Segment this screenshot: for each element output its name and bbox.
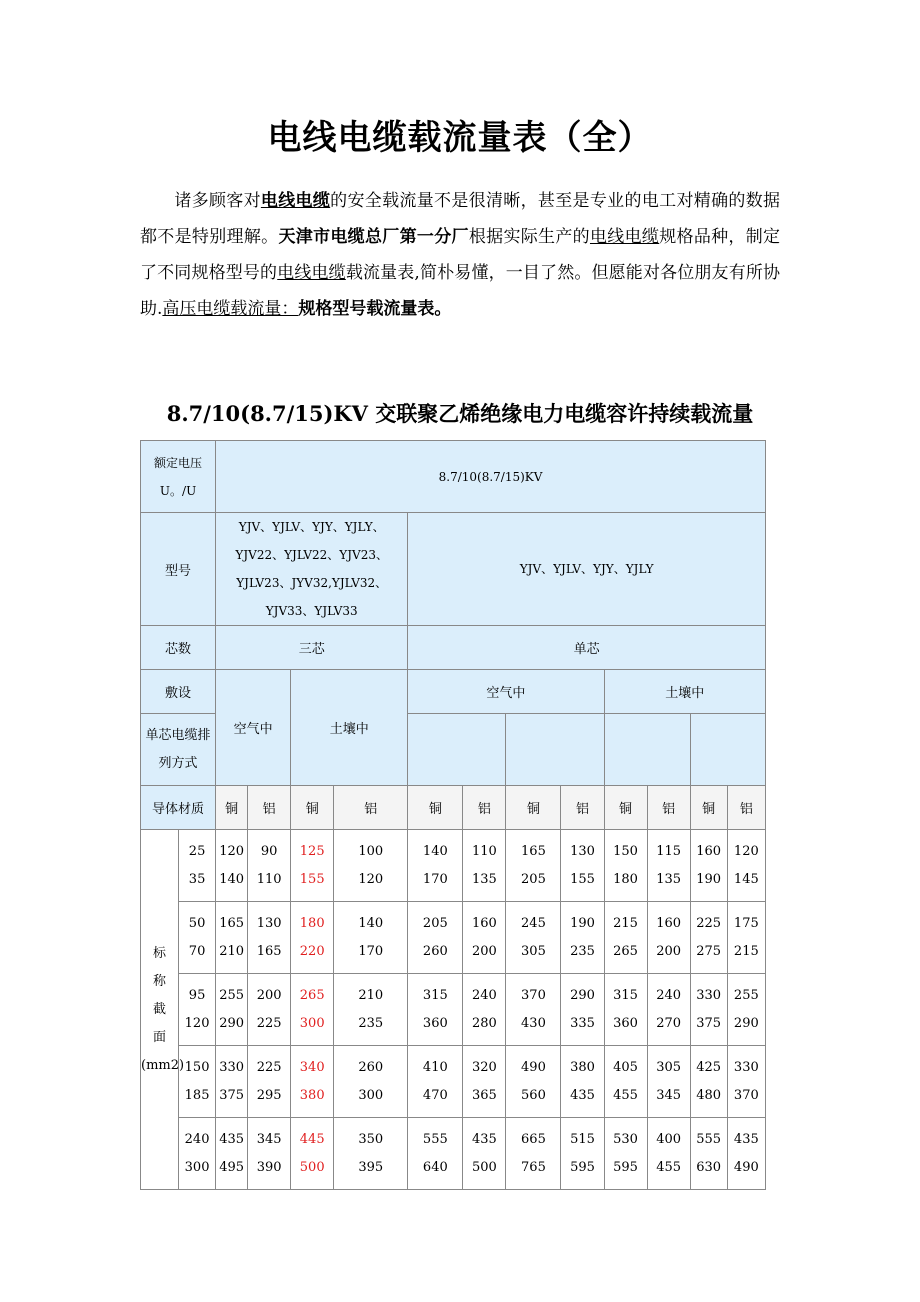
ampacity-cell [604, 1118, 647, 1190]
section-label-char: 标 [153, 945, 167, 961]
section-value [179, 902, 216, 974]
ampacity-value: 370 [521, 987, 546, 1003]
ampacity-value: 295 [256, 1087, 282, 1103]
ampacity-value: 155 [299, 871, 325, 887]
section-value [179, 974, 216, 1046]
ampacity-value: 145 [733, 871, 759, 887]
ampacity-value: 280 [471, 1015, 497, 1031]
ampacity-cell [248, 1118, 291, 1190]
ampacity-value: 225 [256, 1015, 282, 1031]
ampacity-value: 380 [299, 1087, 325, 1103]
ampacity-cell [334, 1118, 408, 1190]
model-single-core: YJV、YJLV、YJY、YJLY [408, 513, 766, 626]
ampacity-value: 255 [219, 987, 245, 1003]
single-core-air: 空气中 [408, 670, 604, 714]
data-row [141, 974, 766, 1046]
arrangement-label: 单芯电缆排列方式 [141, 714, 216, 786]
table-title: 8.7/10(8.7/15)KV 交联聚乙烯绝缘电力电缆容许持续载流量 [166, 401, 754, 426]
ampacity-value: 560 [521, 1087, 546, 1103]
data-row [141, 830, 766, 902]
ampacity-cell [291, 830, 334, 902]
row-material [141, 786, 766, 830]
model-three-core: YJV、YJLV、YJY、YJLY、YJV22、YJLV22、YJV23、YJLV23、JYV32,YJLV32、YJV33、YJLV33 [216, 513, 408, 626]
ampacity-value: 160 [696, 843, 722, 859]
ampacity-value: 260 [358, 1059, 384, 1075]
ampacity-value: 120 [219, 843, 245, 859]
ampacity-value: 330 [696, 987, 722, 1003]
ampacity-cell [604, 1046, 647, 1118]
section-size: 35 [188, 871, 206, 887]
ampacity-cell [727, 974, 765, 1046]
ampacity-value: 455 [613, 1087, 638, 1103]
ampacity-value: 215 [613, 915, 638, 931]
ampacity-cell [727, 1118, 765, 1190]
intro-text-5: 载流量表,简朴易懂，一目了然。但愿能对各位朋友有所协助. [140, 263, 781, 319]
section-size: 120 [184, 1015, 210, 1031]
ampacity-value: 135 [656, 871, 682, 887]
ampacity-cell [690, 1046, 727, 1118]
ampacity-cell [561, 830, 604, 902]
ampacity-cell [334, 902, 408, 974]
ampacity-value: 120 [358, 871, 384, 887]
ampacity-value: 335 [570, 1015, 595, 1031]
ampacity-value: 435 [219, 1131, 245, 1147]
ampacity-value: 360 [613, 1015, 638, 1031]
ampacity-value: 235 [358, 1015, 384, 1031]
ampacity-value: 395 [358, 1159, 384, 1175]
section-size: 95 [188, 987, 206, 1003]
ampacity-value: 120 [733, 843, 759, 859]
ampacity-value: 205 [422, 915, 448, 931]
ampacity-cell [690, 902, 727, 974]
ampacity-value: 175 [733, 915, 759, 931]
section-label-char: (mm2) [141, 1057, 185, 1073]
ampacity-value: 265 [299, 987, 325, 1003]
section-label-char: 面 [153, 1029, 167, 1045]
ampacity-cell [291, 1046, 334, 1118]
section-size: 50 [188, 915, 206, 931]
ampacity-cell [291, 1118, 334, 1190]
data-row [141, 1118, 766, 1190]
ampacity-value: 290 [570, 987, 595, 1003]
intro-bold-1: 天津市电缆总厂第一分厂 [278, 227, 469, 247]
material-cell: 铜 [408, 786, 463, 830]
ampacity-value: 305 [521, 943, 546, 959]
ampacity-value: 170 [422, 871, 448, 887]
intro-text-2: 的安全载流量不是很清晰，甚至是专业的电工对精确的数据都不是特别理解。 [140, 191, 781, 247]
ampacity-value: 190 [570, 915, 595, 931]
ampacity-value: 595 [570, 1159, 595, 1175]
ampacity-value: 215 [733, 943, 759, 959]
ampacity-value: 180 [613, 871, 638, 887]
ampacity-value: 455 [656, 1159, 682, 1175]
ampacity-value: 435 [733, 1131, 759, 1147]
ampacity-value: 375 [696, 1015, 722, 1031]
section-label-char: 称 [153, 973, 167, 989]
ampacity-cell [506, 902, 561, 974]
ampacity-value: 130 [256, 915, 282, 931]
ampacity-cell [604, 974, 647, 1046]
intro-link-1[interactable]: 电线电缆 [260, 191, 331, 211]
ampacity-value: 390 [256, 1159, 282, 1175]
ampacity-value: 240 [656, 987, 682, 1003]
ampacity-value: 155 [570, 871, 595, 887]
ampacity-cell [727, 902, 765, 974]
material-cell: 铝 [727, 786, 765, 830]
ampacity-value: 160 [656, 915, 682, 931]
ampacity-value: 380 [570, 1059, 595, 1075]
material-cell: 铜 [291, 786, 334, 830]
ampacity-value: 240 [471, 987, 497, 1003]
ampacity-value: 435 [570, 1087, 595, 1103]
ampacity-value: 495 [219, 1159, 245, 1175]
row-laying [141, 670, 766, 714]
ampacity-cell [248, 1046, 291, 1118]
intro-text-4: 规格品种，制定了不同规格型号的 [140, 227, 781, 283]
page-title: 电线电缆载流量表（全） [267, 118, 653, 158]
ampacity-cell [408, 902, 463, 974]
ampacity-value: 140 [422, 843, 448, 859]
ampacity-cell [334, 1046, 408, 1118]
ampacity-cell [408, 1118, 463, 1190]
ampacity-value: 210 [219, 943, 245, 959]
ampacity-value: 180 [299, 915, 325, 931]
ampacity-value: 225 [256, 1059, 282, 1075]
ampacity-value: 425 [696, 1059, 722, 1075]
ampacity-value: 300 [299, 1015, 325, 1031]
three-core-air: 空气中 [216, 670, 291, 786]
ampacity-cell [334, 974, 408, 1046]
rated-voltage-value: 8.7/10(8.7/15)KV [216, 441, 766, 513]
intro-bold-2: 规格型号载流量表。 [298, 299, 452, 319]
section-size: 240 [184, 1131, 210, 1147]
ampacity-value: 410 [422, 1059, 448, 1075]
material-cell: 铜 [506, 786, 561, 830]
model-label: 型号 [141, 513, 216, 626]
ampacity-cell [727, 830, 765, 902]
ampacity-value: 190 [696, 871, 722, 887]
ampacity-value: 270 [656, 1015, 682, 1031]
ampacity-value: 630 [696, 1159, 722, 1175]
ampacity-value: 200 [471, 943, 497, 959]
section-size: 70 [188, 943, 206, 959]
ampacity-cell [727, 1046, 765, 1118]
ampacity-value: 305 [656, 1059, 682, 1075]
ampacity-value: 330 [733, 1059, 759, 1075]
material-cell: 铝 [334, 786, 408, 830]
data-row [141, 1046, 766, 1118]
ampacity-value: 165 [219, 915, 245, 931]
ampacity-value: 345 [256, 1131, 282, 1147]
ampacity-value: 595 [613, 1159, 638, 1175]
ampacity-value: 235 [570, 943, 595, 959]
ampacity-cell [463, 1118, 506, 1190]
material-cell: 铜 [216, 786, 248, 830]
ampacity-value: 200 [256, 987, 282, 1003]
ampacity-value: 330 [219, 1059, 245, 1075]
intro-link-4[interactable]: 高压电缆载流量： [162, 299, 299, 319]
ampacity-cell [604, 830, 647, 902]
ampacity-value: 100 [358, 843, 384, 859]
ampacity-value: 290 [219, 1015, 245, 1031]
ampacity-cell [463, 830, 506, 902]
ampacity-cell [506, 1046, 561, 1118]
section-value [179, 830, 216, 902]
single-core-soil: 土壤中 [604, 670, 765, 714]
ampacity-cell [248, 974, 291, 1046]
laying-label: 敷设 [141, 670, 216, 714]
ampacity-cell [561, 974, 604, 1046]
ampacity-value: 360 [422, 1015, 448, 1031]
ampacity-value: 265 [613, 943, 638, 959]
ampacity-value: 400 [656, 1131, 682, 1147]
section-value [179, 1046, 216, 1118]
intro-paragraph [140, 183, 780, 327]
ampacity-value: 165 [256, 943, 282, 959]
three-core-label: 三芯 [216, 626, 408, 670]
ampacity-value: 435 [471, 1131, 497, 1147]
row-cores [141, 626, 766, 670]
ampacity-value: 490 [733, 1159, 759, 1175]
section-size: 150 [184, 1059, 210, 1075]
ampacity-cell [291, 902, 334, 974]
ampacity-value: 430 [521, 1015, 546, 1031]
ampacity-cell [463, 974, 506, 1046]
ampacity-value: 365 [471, 1087, 497, 1103]
three-core-soil: 土壤中 [291, 670, 408, 786]
material-cell: 铝 [248, 786, 291, 830]
material-label: 导体材质 [141, 786, 216, 830]
ampacity-value: 255 [733, 987, 759, 1003]
row-rated-voltage [141, 441, 766, 513]
ampacity-value: 480 [696, 1087, 722, 1103]
ampacity-cell [561, 902, 604, 974]
material-cell: 铝 [647, 786, 690, 830]
ampacity-value: 300 [358, 1087, 384, 1103]
ampacity-value: 530 [613, 1131, 638, 1147]
ampacity-value: 350 [358, 1131, 384, 1147]
intro-link-2[interactable]: 电线电缆 [589, 227, 660, 247]
ampacity-cell [216, 830, 248, 902]
ampacity-cell [561, 1046, 604, 1118]
rated-voltage-label: 额定电压 U。/U [141, 441, 216, 513]
ampacity-cell [647, 830, 690, 902]
ampacity-cell [690, 974, 727, 1046]
intro-text-3: 根据实际生产的 [468, 227, 590, 247]
ampacity-cell [248, 902, 291, 974]
ampacity-value: 445 [299, 1131, 325, 1147]
ampacity-value: 345 [656, 1087, 682, 1103]
ampacity-cell [647, 974, 690, 1046]
ampacity-value: 665 [521, 1131, 546, 1147]
ampacity-cell [690, 1118, 727, 1190]
ampacity-cell [561, 1118, 604, 1190]
ampacity-value: 200 [656, 943, 682, 959]
ampacity-cell [216, 902, 248, 974]
ampacity-cell [506, 974, 561, 1046]
ampacity-value: 225 [696, 915, 722, 931]
ampacity-cell [506, 1118, 561, 1190]
ampacity-value: 315 [422, 987, 448, 1003]
ampacity-value: 125 [299, 843, 325, 859]
arrangement-cell [506, 714, 604, 786]
ampacity-cell [216, 974, 248, 1046]
ampacity-value: 315 [613, 987, 638, 1003]
ampacity-value: 515 [570, 1131, 595, 1147]
intro-text-1: 诸多顾客对 [174, 191, 261, 211]
ampacity-value: 135 [471, 871, 497, 887]
section-size: 25 [188, 843, 206, 859]
ampacity-value: 340 [299, 1059, 325, 1075]
ampacity-value: 320 [471, 1059, 497, 1075]
ampacity-cell [248, 830, 291, 902]
ampacity-value: 555 [422, 1131, 448, 1147]
ampacity-value: 150 [613, 843, 638, 859]
cores-label: 芯数 [141, 626, 216, 670]
ampacity-value: 110 [256, 871, 282, 887]
ampacity-value: 210 [358, 987, 384, 1003]
row-model [141, 513, 766, 626]
ampacity-cell [334, 830, 408, 902]
ampacity-cell [690, 830, 727, 902]
ampacity-cell [647, 1118, 690, 1190]
ampacity-cell [408, 830, 463, 902]
data-row [141, 902, 766, 974]
ampacity-value: 375 [219, 1087, 245, 1103]
ampacity-value: 555 [696, 1131, 722, 1147]
ampacity-value: 260 [422, 943, 448, 959]
material-cell: 铜 [604, 786, 647, 830]
ampacity-value: 405 [613, 1059, 638, 1075]
ampacity-cell [463, 902, 506, 974]
ampacity-value: 275 [696, 943, 722, 959]
ampacity-cell [647, 902, 690, 974]
ampacity-cell [604, 902, 647, 974]
ampacity-value: 290 [733, 1015, 759, 1031]
ampacity-value: 245 [521, 915, 546, 931]
arrangement-cell [690, 714, 765, 786]
ampacity-value: 640 [422, 1159, 448, 1175]
ampacity-cell [408, 974, 463, 1046]
arrangement-cell [408, 714, 506, 786]
ampacity-cell [408, 1046, 463, 1118]
ampacity-cell [463, 1046, 506, 1118]
ampacity-value: 115 [656, 843, 682, 859]
ampacity-value: 765 [521, 1159, 546, 1175]
material-cell: 铝 [561, 786, 604, 830]
single-core-label: 单芯 [408, 626, 766, 670]
ampacity-value: 130 [570, 843, 595, 859]
ampacity-value: 110 [471, 843, 497, 859]
ampacity-value: 220 [299, 943, 325, 959]
ampacity-value: 160 [471, 915, 497, 931]
ampacity-value: 205 [521, 871, 546, 887]
section-size: 300 [184, 1159, 210, 1175]
ampacity-value: 140 [358, 915, 384, 931]
section-label-char: 截 [153, 1001, 167, 1017]
ampacity-value: 90 [260, 843, 278, 859]
ampacity-value: 500 [471, 1159, 497, 1175]
ampacity-value: 470 [422, 1087, 448, 1103]
ampacity-cell [216, 1046, 248, 1118]
section-label [141, 830, 185, 1190]
material-cell: 铝 [463, 786, 506, 830]
ampacity-value: 490 [521, 1059, 546, 1075]
ampacity-value: 370 [733, 1087, 759, 1103]
ampacity-cell [506, 830, 561, 902]
ampacity-value: 140 [219, 871, 245, 887]
ampacity-value: 170 [358, 943, 384, 959]
ampacity-value: 500 [299, 1159, 325, 1175]
section-size: 185 [184, 1087, 210, 1103]
material-cell: 铜 [690, 786, 727, 830]
ampacity-cell [216, 1118, 248, 1190]
ampacity-cell [291, 974, 334, 1046]
arrangement-cell [604, 714, 690, 786]
intro-link-3[interactable]: 电线电缆 [277, 263, 346, 283]
section-value [179, 1118, 216, 1190]
ampacity-value: 165 [521, 843, 546, 859]
ampacity-table [140, 440, 766, 1190]
ampacity-cell [647, 1046, 690, 1118]
